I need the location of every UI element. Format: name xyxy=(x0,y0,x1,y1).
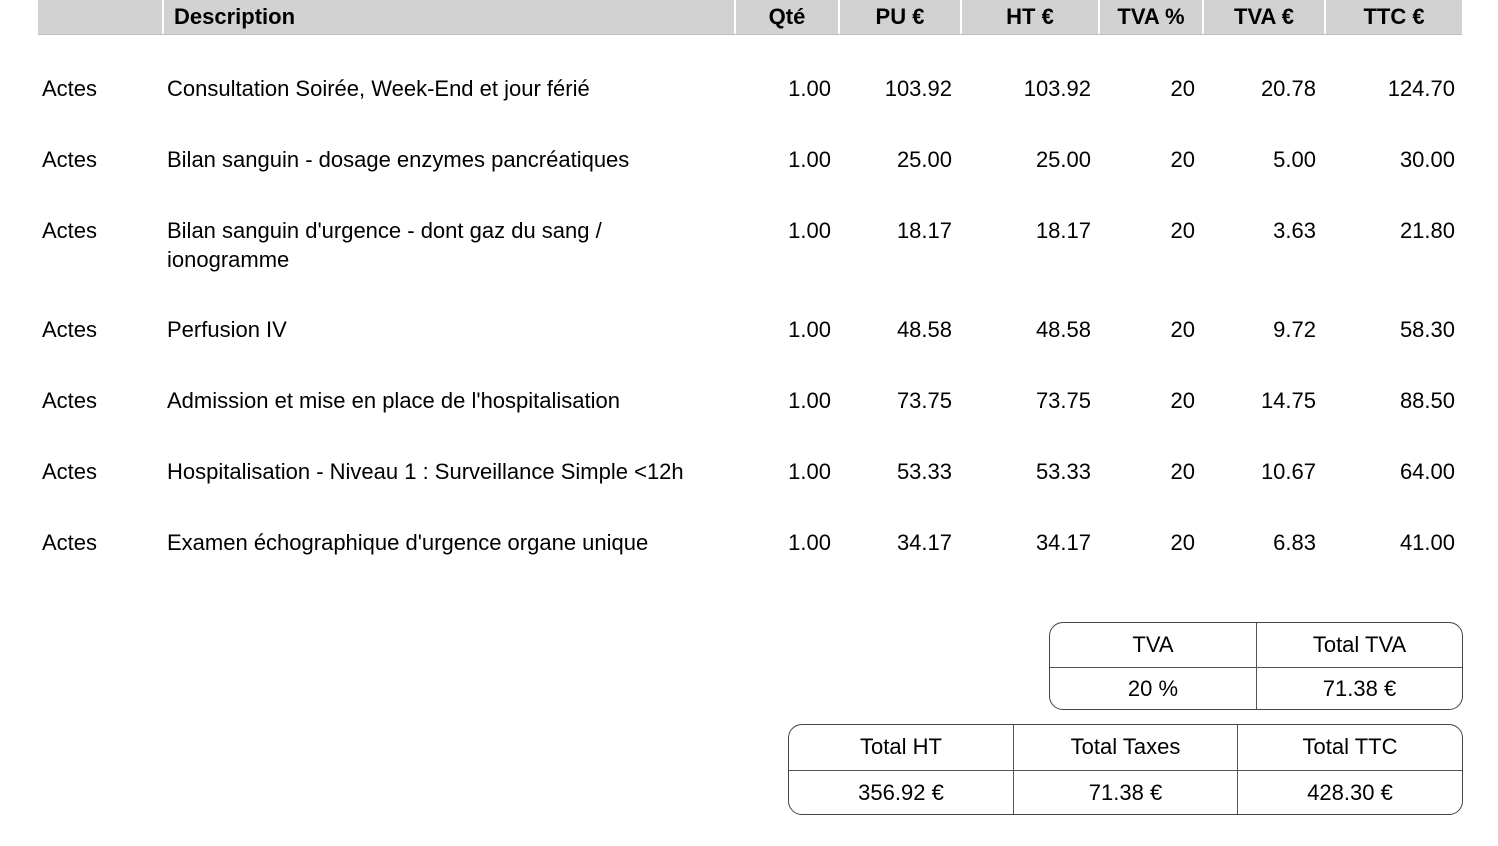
tva-rate-label: TVA xyxy=(1132,632,1174,657)
row-qty: 1.00 xyxy=(788,76,831,101)
row-ttc: 41.00 xyxy=(1399,530,1455,555)
row-ht: 25.00 xyxy=(1035,147,1091,172)
row-tva-pct: 20 xyxy=(1170,459,1195,484)
row-ttc: 88.50 xyxy=(1399,388,1455,413)
row-description: Consultation Soirée, Week-End et jour férié xyxy=(167,76,590,101)
row-tva-pct: 20 xyxy=(1170,530,1195,555)
total-ttc-label: Total TTC xyxy=(1302,734,1398,759)
totals-box xyxy=(788,724,1463,815)
row-tva-eur: 20.78 xyxy=(1260,76,1316,101)
tva-rate-value: 20 % xyxy=(1127,676,1179,701)
total-ht-value: 356.92 € xyxy=(858,780,944,805)
row-category: Actes xyxy=(42,317,98,342)
total-ht-label: Total HT xyxy=(860,734,942,759)
tva-total-value: 71.38 € xyxy=(1322,676,1397,701)
row-ttc: 124.70 xyxy=(1387,76,1455,101)
row-ht: 73.75 xyxy=(1035,388,1091,413)
row-pu: 73.75 xyxy=(896,388,952,413)
row-qty: 1.00 xyxy=(788,388,831,413)
row-tva-pct: 20 xyxy=(1170,218,1195,243)
row-ht: 103.92 xyxy=(1023,76,1091,101)
total-ttc-value: 428.30 € xyxy=(1307,780,1393,805)
header-ht: HT € xyxy=(960,0,1098,34)
row-tva-pct: 20 xyxy=(1170,317,1195,342)
header-tva-eur: TVA € xyxy=(1202,0,1324,34)
row-qty: 1.00 xyxy=(788,459,831,484)
row-description: Bilan sanguin - dosage enzymes pancréatiques xyxy=(167,147,630,172)
row-tva-eur: 9.72 xyxy=(1273,317,1316,342)
header-pu: PU € xyxy=(838,0,960,34)
row-tva-eur: 6.83 xyxy=(1273,530,1316,555)
row-category: Actes xyxy=(42,530,98,555)
row-category: Actes xyxy=(42,459,98,484)
total-taxes-label: Total Taxes xyxy=(1070,734,1181,759)
row-description: Admission et mise en place de l'hospitalisation xyxy=(167,388,620,413)
row-pu: 53.33 xyxy=(896,459,952,484)
tva-total-label: Total TVA xyxy=(1312,632,1407,657)
tva-summary-box xyxy=(1049,622,1463,710)
row-ht: 53.33 xyxy=(1035,459,1091,484)
row-qty: 1.00 xyxy=(788,317,831,342)
row-tva-eur: 10.67 xyxy=(1260,459,1316,484)
row-tva-pct: 20 xyxy=(1170,388,1195,413)
row-qty: 1.00 xyxy=(788,218,831,243)
row-ttc: 30.00 xyxy=(1399,147,1455,172)
row-pu: 25.00 xyxy=(896,147,952,172)
table-header xyxy=(38,0,1462,35)
header-category xyxy=(38,0,162,34)
row-category: Actes xyxy=(42,76,98,101)
row-pu: 34.17 xyxy=(896,530,952,555)
row-ht: 34.17 xyxy=(1035,530,1091,555)
total-taxes-value: 71.38 € xyxy=(1088,780,1163,805)
row-tva-eur: 3.63 xyxy=(1273,218,1316,243)
header-ttc: TTC € xyxy=(1324,0,1462,34)
header-qty: Qté xyxy=(734,0,838,34)
row-pu: 18.17 xyxy=(896,218,952,243)
row-tva-eur: 14.75 xyxy=(1260,388,1316,413)
row-description: Examen échographique d'urgence organe unique xyxy=(167,530,649,555)
header-tva-pct: TVA % xyxy=(1098,0,1202,34)
row-category: Actes xyxy=(42,388,98,413)
row-ttc: 58.30 xyxy=(1399,317,1455,342)
row-pu: 103.92 xyxy=(884,76,952,101)
row-pu: 48.58 xyxy=(896,317,952,342)
row-tva-eur: 5.00 xyxy=(1273,147,1316,172)
row-category: Actes xyxy=(42,147,98,172)
row-qty: 1.00 xyxy=(788,530,831,555)
row-description: Perfusion IV xyxy=(167,317,287,342)
row-description: Hospitalisation - Niveau 1 : Surveillance Simple <12h xyxy=(167,459,684,484)
row-description: Bilan sanguin d'urgence - dont gaz du sang / ionogramme xyxy=(167,218,602,272)
row-qty: 1.00 xyxy=(788,147,831,172)
row-category: Actes xyxy=(42,218,98,243)
row-ht: 48.58 xyxy=(1035,317,1091,342)
row-tva-pct: 20 xyxy=(1170,76,1195,101)
row-tva-pct: 20 xyxy=(1170,147,1195,172)
header-description: Description xyxy=(162,0,734,34)
row-ht: 18.17 xyxy=(1035,218,1091,243)
row-ttc: 64.00 xyxy=(1399,459,1455,484)
row-ttc: 21.80 xyxy=(1399,218,1455,243)
